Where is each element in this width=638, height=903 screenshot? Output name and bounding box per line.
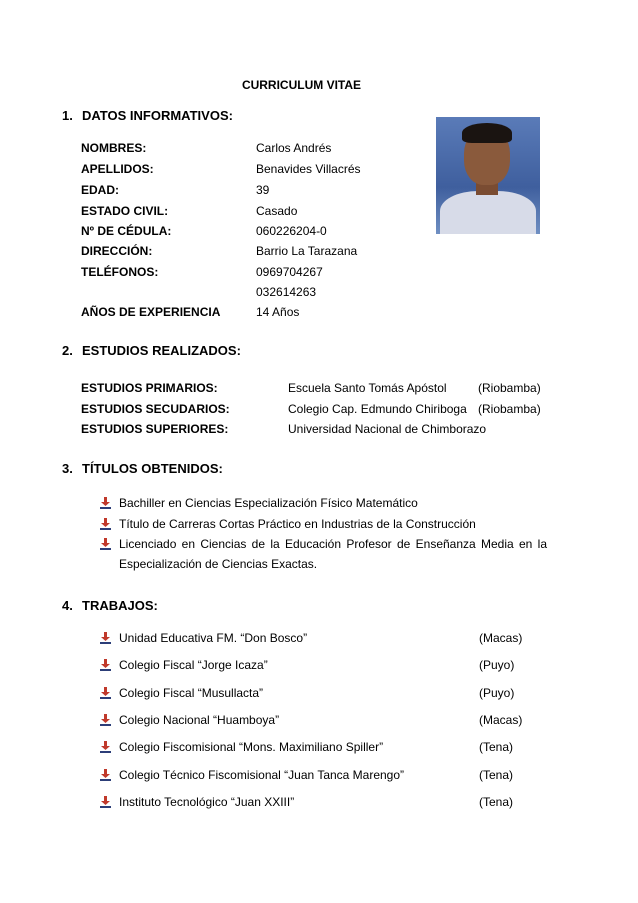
section-number: 1. <box>62 108 73 123</box>
info-label: AÑOS DE EXPERIENCIA <box>81 305 221 319</box>
section-heading-trabajos <box>62 598 158 613</box>
study-value: Colegio Cap. Edmundo Chiriboga <box>288 402 467 416</box>
info-label: APELLIDOS: <box>81 162 154 176</box>
study-value: Escuela Santo Tomás Apóstol <box>288 381 447 395</box>
download-arrow-bullet-icon <box>100 632 111 644</box>
section-number: 2. <box>62 343 73 358</box>
download-arrow-bullet-icon <box>100 538 111 550</box>
info-label: NOMBRES: <box>81 141 147 155</box>
download-arrow-bullet-icon <box>100 497 111 509</box>
job-name: Colegio Fiscomisional “Mons. Maximiliano Spiller” <box>119 740 384 754</box>
info-label: DIRECCIÓN: <box>81 244 153 258</box>
info-value: Casado <box>256 204 298 218</box>
job-location: (Puyo) <box>479 658 515 672</box>
section-number: 4. <box>62 598 73 613</box>
section-heading-titulos <box>62 461 223 476</box>
job-location: (Macas) <box>479 631 523 645</box>
download-arrow-bullet-icon <box>100 518 111 530</box>
section-title: ESTUDIOS REALIZADOS: <box>82 343 241 358</box>
info-value: Benavides Villacrés <box>256 162 361 176</box>
section-title: TÍTULOS OBTENIDOS: <box>82 461 223 476</box>
download-arrow-bullet-icon <box>100 659 111 671</box>
study-label: ESTUDIOS PRIMARIOS: <box>81 381 218 395</box>
job-name: Colegio Fiscal “Musullacta” <box>119 686 264 700</box>
info-value: 14 Años <box>256 305 300 319</box>
download-arrow-bullet-icon <box>100 714 111 726</box>
section-heading-estudios <box>62 343 241 358</box>
job-location: (Tena) <box>479 740 514 754</box>
job-name: Colegio Fiscal “Jorge Icaza” <box>119 658 268 672</box>
section-title: DATOS INFORMATIVOS: <box>82 108 233 123</box>
job-location: (Tena) <box>479 795 514 809</box>
job-name: Colegio Nacional “Huamboya” <box>119 713 280 727</box>
title-text: Bachiller en Ciencias Especialización Físico Matemático <box>119 496 418 510</box>
study-value: Universidad Nacional de Chimborazo <box>288 422 487 436</box>
download-arrow-bullet-icon <box>100 796 111 808</box>
job-name: Instituto Tecnológico “Juan XXIII” <box>119 795 295 809</box>
job-location: (Puyo) <box>479 686 515 700</box>
info-label: TELÉFONOS: <box>81 265 159 279</box>
info-value: 39 <box>256 183 270 197</box>
section-title: TRABAJOS: <box>82 598 158 613</box>
info-label: Nº DE CÉDULA: <box>81 224 172 238</box>
download-arrow-bullet-icon <box>100 769 111 781</box>
info-value: Barrio La Tarazana <box>256 244 358 258</box>
title-text: Título de Carreras Cortas Práctico en Industrias de la Construcción <box>119 517 476 531</box>
download-arrow-bullet-icon <box>100 741 111 753</box>
section-number: 3. <box>62 461 73 476</box>
photo-shirt <box>440 191 536 234</box>
photo-hair <box>462 123 512 143</box>
title-text-long: Licenciado en Ciencias de la Educación Profesor de Enseñanza Media en la Especialización de Ciencias Exactas. <box>119 537 547 571</box>
job-name: Unidad Educativa FM. “Don Bosco” <box>119 631 308 645</box>
job-location: (Tena) <box>479 768 514 782</box>
section-heading-datos <box>62 108 233 123</box>
info-value: 060226204-0 <box>256 224 327 238</box>
study-label: ESTUDIOS SUPERIORES: <box>81 422 229 436</box>
info-label: EDAD: <box>81 183 119 197</box>
info-value: Carlos Andrés <box>256 141 332 155</box>
study-location: (Riobamba) <box>478 381 541 395</box>
study-location: (Riobamba) <box>478 402 541 416</box>
info-label: ESTADO CIVIL: <box>81 204 169 218</box>
profile-photo <box>436 117 540 234</box>
study-label: ESTUDIOS SECUDARIOS: <box>81 402 230 416</box>
download-arrow-bullet-icon <box>100 687 111 699</box>
job-name: Colegio Técnico Fiscomisional “Juan Tanca Marengo” <box>119 768 405 782</box>
job-location: (Macas) <box>479 713 523 727</box>
info-value: 032614263 <box>256 285 317 299</box>
info-value: 0969704267 <box>256 265 323 279</box>
document-title: CURRICULUM VITAE <box>241 78 362 92</box>
